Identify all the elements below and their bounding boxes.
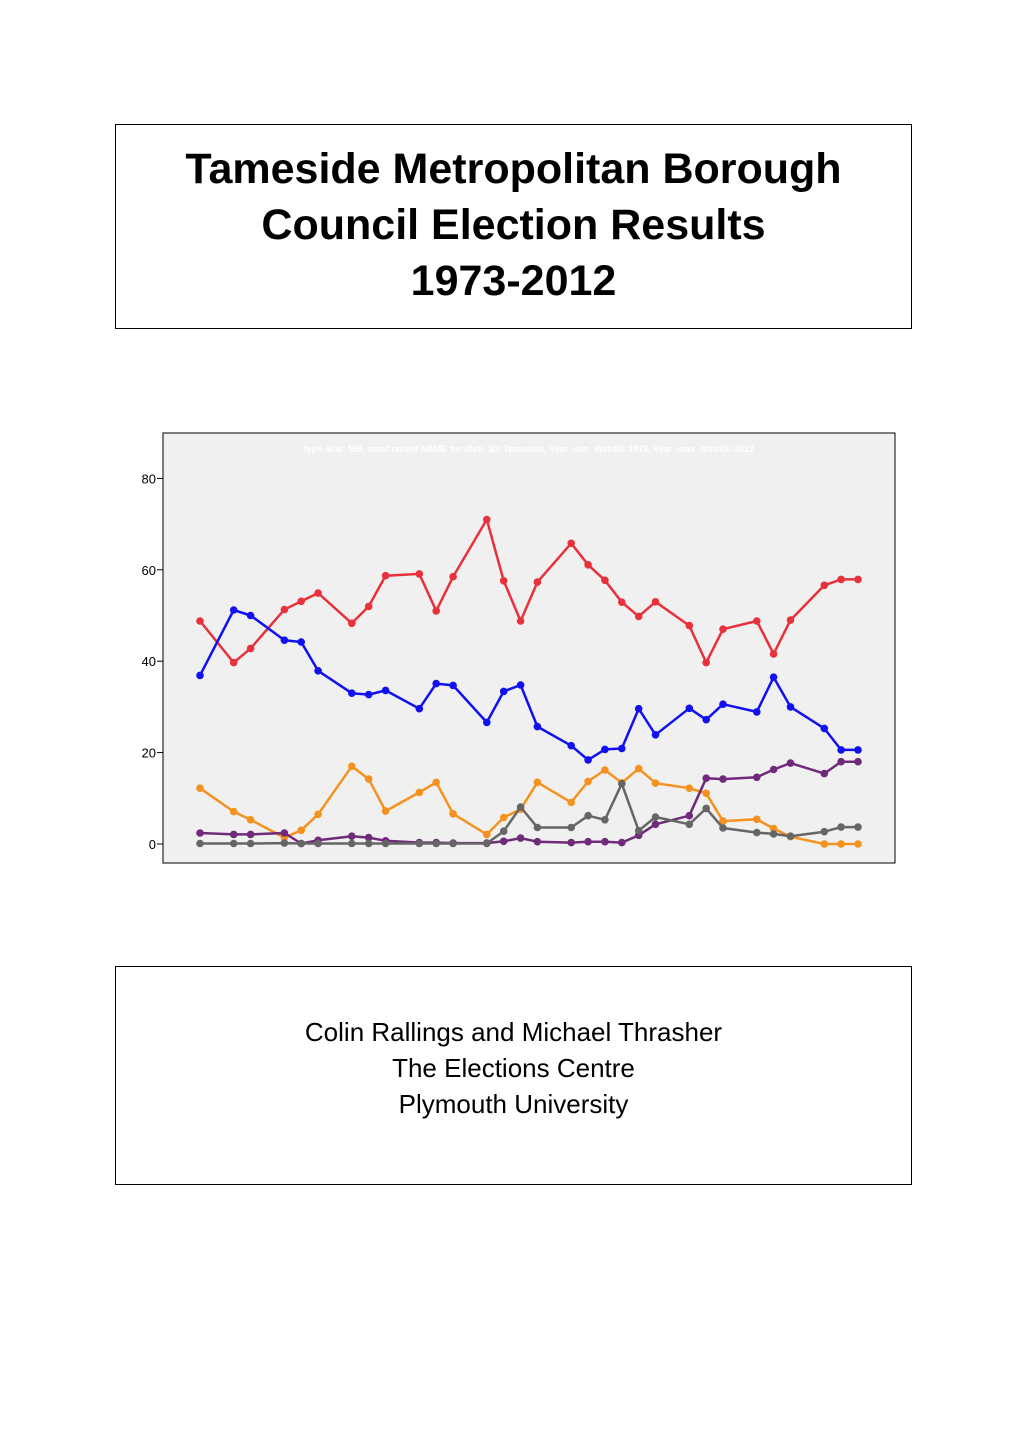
author-university: Plymouth University — [398, 1089, 629, 1119]
data-point — [382, 840, 390, 848]
data-point — [821, 840, 829, 848]
data-point — [247, 831, 255, 839]
data-point — [297, 827, 305, 835]
data-point — [432, 779, 440, 787]
data-point — [821, 770, 829, 778]
data-point — [432, 840, 440, 848]
y-tick-label: 60 — [141, 562, 156, 578]
chart-svg — [113, 432, 897, 868]
data-point — [449, 810, 457, 818]
data-point — [854, 823, 862, 831]
y-axis — [142, 471, 163, 852]
data-point — [753, 708, 761, 716]
data-point — [702, 790, 710, 798]
data-point — [348, 763, 356, 771]
data-point — [230, 808, 238, 816]
y-tick-label: 40 — [141, 654, 156, 670]
data-point — [416, 570, 424, 578]
data-point — [567, 540, 575, 548]
data-point — [821, 582, 829, 590]
title-box — [115, 124, 912, 329]
data-point — [196, 617, 204, 625]
data-point — [432, 680, 440, 688]
data-point — [348, 620, 356, 628]
data-point — [416, 705, 424, 713]
data-point — [854, 758, 862, 766]
data-point — [854, 746, 862, 754]
title-line-2: Council Election Results — [261, 201, 766, 249]
data-point — [584, 812, 592, 820]
data-point — [449, 682, 457, 690]
data-point — [567, 824, 575, 832]
data-point — [230, 606, 238, 614]
data-point — [719, 700, 727, 708]
data-point — [500, 577, 508, 585]
data-point — [567, 839, 575, 847]
y-tick-label: 20 — [141, 745, 156, 761]
author-box — [115, 966, 912, 1185]
data-point — [483, 719, 491, 727]
data-point — [230, 659, 238, 667]
data-point — [517, 617, 525, 625]
data-point — [601, 577, 609, 585]
data-point — [500, 827, 508, 835]
title-line-3: 1973-2012 — [410, 257, 617, 305]
data-point — [432, 607, 440, 615]
data-point — [635, 765, 643, 773]
data-point — [601, 838, 609, 846]
data-point — [534, 779, 542, 787]
data-point — [770, 650, 778, 658]
data-point — [534, 723, 542, 731]
data-point — [652, 779, 660, 787]
data-point — [753, 829, 761, 837]
data-point — [297, 840, 305, 848]
data-point — [787, 759, 795, 767]
data-point — [483, 516, 491, 524]
data-point — [281, 829, 289, 837]
data-point — [686, 821, 694, 829]
data-point — [618, 745, 626, 753]
data-point — [449, 573, 457, 581]
data-point — [196, 829, 204, 837]
data-point — [686, 812, 694, 820]
data-point — [230, 831, 238, 839]
data-point — [247, 645, 255, 653]
title-line-1: Tameside Metropolitan Borough — [185, 145, 842, 193]
data-point — [534, 824, 542, 832]
data-point — [601, 766, 609, 774]
data-point — [686, 622, 694, 630]
data-point — [534, 578, 542, 586]
data-point — [584, 778, 592, 786]
data-point — [281, 606, 289, 614]
data-point — [770, 830, 778, 838]
data-point — [230, 840, 238, 848]
data-point — [702, 716, 710, 724]
data-point — [702, 774, 710, 782]
data-point — [787, 616, 795, 624]
data-point — [382, 807, 390, 815]
data-point — [196, 784, 204, 792]
data-point — [567, 742, 575, 750]
data-point — [753, 774, 761, 782]
plot-area — [163, 433, 895, 863]
data-point — [416, 840, 424, 848]
data-point — [837, 823, 845, 831]
author-institution: The Elections Centre — [392, 1053, 635, 1083]
election-chart — [113, 432, 897, 868]
data-point — [854, 840, 862, 848]
data-point — [837, 840, 845, 848]
data-point — [500, 814, 508, 822]
data-point — [635, 827, 643, 835]
data-point — [567, 799, 575, 807]
data-point — [854, 576, 862, 584]
data-point — [652, 813, 660, 821]
data-point — [247, 612, 255, 620]
data-point — [196, 672, 204, 680]
title-block — [116, 141, 911, 309]
data-point — [719, 775, 727, 783]
data-point — [837, 576, 845, 584]
data-point — [770, 766, 778, 774]
data-point — [601, 746, 609, 754]
data-point — [365, 691, 373, 699]
data-point — [601, 816, 609, 824]
data-point — [297, 598, 305, 606]
data-point — [365, 840, 373, 848]
data-point — [618, 598, 626, 606]
data-point — [702, 659, 710, 667]
data-point — [787, 703, 795, 711]
data-point — [821, 828, 829, 836]
data-point — [821, 725, 829, 733]
data-point — [449, 840, 457, 848]
data-point — [365, 775, 373, 783]
data-point — [281, 636, 289, 644]
data-point — [534, 838, 542, 846]
data-point — [584, 561, 592, 569]
chart-title: type 4cat: MB, most recent NAME for distr_ID: Tameside, Year_min_distrID: 1973, Year_max_distrID: 2012 — [303, 444, 755, 454]
data-point — [348, 832, 356, 840]
data-point — [770, 673, 778, 681]
data-point — [314, 811, 322, 819]
data-point — [652, 821, 660, 829]
data-point — [618, 839, 626, 847]
data-point — [787, 832, 795, 840]
data-point — [314, 667, 322, 675]
data-point — [584, 756, 592, 764]
data-point — [584, 838, 592, 846]
data-point — [753, 816, 761, 824]
data-point — [517, 681, 525, 689]
author-names: Colin Rallings and Michael Thrasher — [304, 1017, 723, 1047]
data-point — [719, 625, 727, 633]
data-point — [348, 840, 356, 848]
data-point — [247, 840, 255, 848]
data-point — [719, 824, 727, 832]
data-point — [652, 598, 660, 606]
data-point — [837, 746, 845, 754]
data-point — [753, 617, 761, 625]
data-point — [686, 705, 694, 713]
data-point — [483, 840, 491, 848]
author-block — [116, 1014, 911, 1122]
data-point — [483, 831, 491, 839]
data-point — [314, 589, 322, 597]
data-point — [382, 572, 390, 580]
data-point — [686, 784, 694, 792]
data-point — [382, 687, 390, 695]
data-point — [652, 731, 660, 739]
data-point — [500, 688, 508, 696]
y-tick-label: 0 — [148, 837, 156, 852]
data-point — [365, 603, 373, 611]
data-point — [348, 689, 356, 697]
data-point — [517, 834, 525, 842]
data-point — [702, 805, 710, 813]
data-point — [635, 705, 643, 713]
data-point — [837, 758, 845, 766]
data-point — [635, 613, 643, 621]
data-point — [247, 816, 255, 824]
data-point — [297, 638, 305, 646]
data-point — [500, 838, 508, 846]
data-point — [618, 780, 626, 788]
data-point — [196, 840, 204, 848]
data-point — [281, 839, 289, 847]
y-tick-label: 80 — [141, 471, 156, 487]
data-point — [314, 840, 322, 848]
data-point — [416, 789, 424, 797]
data-point — [517, 803, 525, 811]
